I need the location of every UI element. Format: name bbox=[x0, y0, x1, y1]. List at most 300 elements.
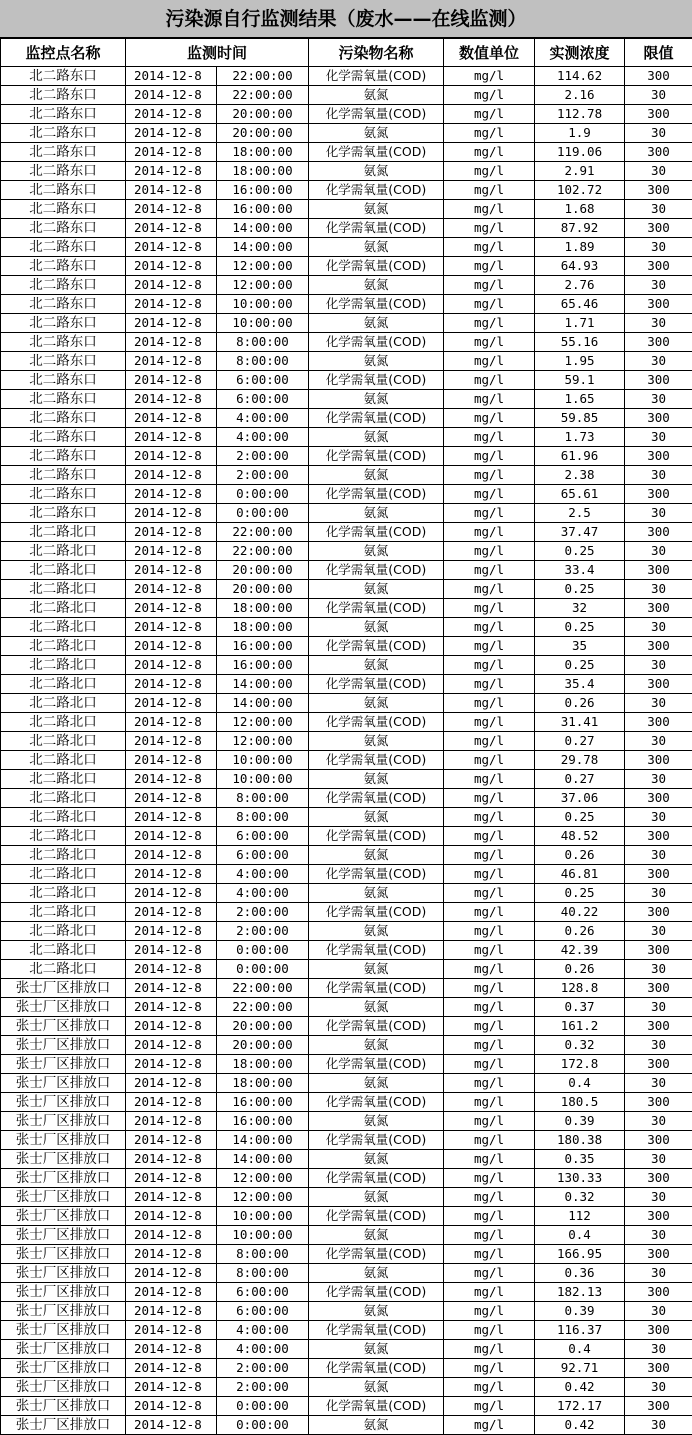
time-cell: 22:00:00 bbox=[217, 86, 309, 105]
date-cell: 2014-12-8 bbox=[126, 1302, 217, 1321]
date-cell: 2014-12-8 bbox=[126, 1359, 217, 1378]
value-cell: 0.39 bbox=[535, 1302, 625, 1321]
limit-cell: 300 bbox=[625, 1207, 692, 1226]
date-cell: 2014-12-8 bbox=[126, 865, 217, 884]
value-cell: 0.4 bbox=[535, 1340, 625, 1359]
table-row bbox=[1, 1131, 692, 1150]
pollutant-cell: 化学需氧量(COD) bbox=[309, 143, 444, 162]
header-value: 实测浓度 bbox=[535, 39, 625, 67]
table-row bbox=[1, 656, 692, 675]
time-cell: 14:00:00 bbox=[217, 1150, 309, 1169]
date-cell: 2014-12-8 bbox=[126, 504, 217, 523]
site-cell: 北二路北口 bbox=[1, 713, 126, 732]
date-cell: 2014-12-8 bbox=[126, 86, 217, 105]
unit-cell: mg/l bbox=[444, 846, 535, 865]
site-cell: 张士厂区排放口 bbox=[1, 979, 126, 998]
value-cell: 2.38 bbox=[535, 466, 625, 485]
pollutant-cell: 氨氮 bbox=[309, 200, 444, 219]
table-row bbox=[1, 998, 692, 1017]
site-cell: 张士厂区排放口 bbox=[1, 1321, 126, 1340]
date-cell: 2014-12-8 bbox=[126, 599, 217, 618]
limit-cell: 30 bbox=[625, 1112, 692, 1131]
date-cell: 2014-12-8 bbox=[126, 1321, 217, 1340]
value-cell: 128.8 bbox=[535, 979, 625, 998]
table-row bbox=[1, 1017, 692, 1036]
value-cell: 2.76 bbox=[535, 276, 625, 295]
time-cell: 2:00:00 bbox=[217, 1378, 309, 1397]
time-cell: 14:00:00 bbox=[217, 1131, 309, 1150]
table-row bbox=[1, 542, 692, 561]
pollutant-cell: 氨氮 bbox=[309, 1036, 444, 1055]
date-cell: 2014-12-8 bbox=[126, 656, 217, 675]
pollutant-cell: 氨氮 bbox=[309, 1150, 444, 1169]
table-row bbox=[1, 257, 692, 276]
unit-cell: mg/l bbox=[444, 732, 535, 751]
limit-cell: 30 bbox=[625, 124, 692, 143]
unit-cell: mg/l bbox=[444, 884, 535, 903]
unit-cell: mg/l bbox=[444, 827, 535, 846]
page-title: 污染源自行监测结果（废水——在线监测） bbox=[0, 0, 692, 38]
site-cell: 北二路东口 bbox=[1, 485, 126, 504]
unit-cell: mg/l bbox=[444, 561, 535, 580]
value-cell: 37.47 bbox=[535, 523, 625, 542]
date-cell: 2014-12-8 bbox=[126, 276, 217, 295]
value-cell: 65.46 bbox=[535, 295, 625, 314]
unit-cell: mg/l bbox=[444, 1093, 535, 1112]
date-cell: 2014-12-8 bbox=[126, 105, 217, 124]
pollutant-cell: 氨氮 bbox=[309, 808, 444, 827]
limit-cell: 300 bbox=[625, 599, 692, 618]
pollutant-cell: 化学需氧量(COD) bbox=[309, 561, 444, 580]
pollutant-cell: 化学需氧量(COD) bbox=[309, 67, 444, 86]
pollutant-cell: 化学需氧量(COD) bbox=[309, 1245, 444, 1264]
unit-cell: mg/l bbox=[444, 1359, 535, 1378]
value-cell: 172.17 bbox=[535, 1397, 625, 1416]
site-cell: 北二路北口 bbox=[1, 542, 126, 561]
unit-cell: mg/l bbox=[444, 1055, 535, 1074]
unit-cell: mg/l bbox=[444, 1036, 535, 1055]
date-cell: 2014-12-8 bbox=[126, 181, 217, 200]
date-cell: 2014-12-8 bbox=[126, 1093, 217, 1112]
unit-cell: mg/l bbox=[444, 352, 535, 371]
site-cell: 张士厂区排放口 bbox=[1, 1302, 126, 1321]
time-cell: 22:00:00 bbox=[217, 998, 309, 1017]
value-cell: 29.78 bbox=[535, 751, 625, 770]
time-cell: 12:00:00 bbox=[217, 257, 309, 276]
date-cell: 2014-12-8 bbox=[126, 1036, 217, 1055]
unit-cell: mg/l bbox=[444, 1017, 535, 1036]
table-row bbox=[1, 276, 692, 295]
table-body bbox=[1, 67, 692, 1435]
pollutant-cell: 氨氮 bbox=[309, 1340, 444, 1359]
pollutant-cell: 化学需氧量(COD) bbox=[309, 865, 444, 884]
value-cell: 0.25 bbox=[535, 656, 625, 675]
pollutant-cell: 化学需氧量(COD) bbox=[309, 523, 444, 542]
value-cell: 37.06 bbox=[535, 789, 625, 808]
date-cell: 2014-12-8 bbox=[126, 618, 217, 637]
limit-cell: 300 bbox=[625, 181, 692, 200]
limit-cell: 30 bbox=[625, 998, 692, 1017]
limit-cell: 30 bbox=[625, 1340, 692, 1359]
site-cell: 北二路东口 bbox=[1, 466, 126, 485]
time-cell: 14:00:00 bbox=[217, 694, 309, 713]
site-cell: 张士厂区排放口 bbox=[1, 1131, 126, 1150]
value-cell: 35 bbox=[535, 637, 625, 656]
unit-cell: mg/l bbox=[444, 580, 535, 599]
unit-cell: mg/l bbox=[444, 1397, 535, 1416]
value-cell: 55.16 bbox=[535, 333, 625, 352]
table-row bbox=[1, 1397, 692, 1416]
table-row bbox=[1, 1245, 692, 1264]
pollutant-cell: 化学需氧量(COD) bbox=[309, 1283, 444, 1302]
unit-cell: mg/l bbox=[444, 618, 535, 637]
site-cell: 北二路东口 bbox=[1, 295, 126, 314]
value-cell: 1.73 bbox=[535, 428, 625, 447]
site-cell: 张士厂区排放口 bbox=[1, 1378, 126, 1397]
time-cell: 2:00:00 bbox=[217, 922, 309, 941]
value-cell: 180.38 bbox=[535, 1131, 625, 1150]
time-cell: 6:00:00 bbox=[217, 827, 309, 846]
time-cell: 6:00:00 bbox=[217, 1302, 309, 1321]
pollutant-cell: 化学需氧量(COD) bbox=[309, 827, 444, 846]
time-cell: 20:00:00 bbox=[217, 1017, 309, 1036]
table-row bbox=[1, 181, 692, 200]
date-cell: 2014-12-8 bbox=[126, 808, 217, 827]
value-cell: 0.25 bbox=[535, 808, 625, 827]
value-cell: 116.37 bbox=[535, 1321, 625, 1340]
time-cell: 20:00:00 bbox=[217, 580, 309, 599]
table-row bbox=[1, 732, 692, 751]
time-cell: 10:00:00 bbox=[217, 1226, 309, 1245]
unit-cell: mg/l bbox=[444, 409, 535, 428]
table-row bbox=[1, 238, 692, 257]
pollutant-cell: 化学需氧量(COD) bbox=[309, 105, 444, 124]
limit-cell: 30 bbox=[625, 504, 692, 523]
pollutant-cell: 氨氮 bbox=[309, 390, 444, 409]
pollutant-cell: 氨氮 bbox=[309, 124, 444, 143]
site-cell: 北二路东口 bbox=[1, 409, 126, 428]
date-cell: 2014-12-8 bbox=[126, 941, 217, 960]
date-cell: 2014-12-8 bbox=[126, 371, 217, 390]
site-cell: 北二路北口 bbox=[1, 599, 126, 618]
unit-cell: mg/l bbox=[444, 694, 535, 713]
limit-cell: 30 bbox=[625, 200, 692, 219]
unit-cell: mg/l bbox=[444, 1150, 535, 1169]
site-cell: 北二路北口 bbox=[1, 770, 126, 789]
unit-cell: mg/l bbox=[444, 1131, 535, 1150]
time-cell: 16:00:00 bbox=[217, 637, 309, 656]
limit-cell: 30 bbox=[625, 808, 692, 827]
pollutant-cell: 化学需氧量(COD) bbox=[309, 333, 444, 352]
site-cell: 北二路东口 bbox=[1, 105, 126, 124]
table-row bbox=[1, 1093, 692, 1112]
table-row bbox=[1, 922, 692, 941]
table-row bbox=[1, 1169, 692, 1188]
date-cell: 2014-12-8 bbox=[126, 637, 217, 656]
unit-cell: mg/l bbox=[444, 1340, 535, 1359]
table-row bbox=[1, 580, 692, 599]
pollutant-cell: 化学需氧量(COD) bbox=[309, 1017, 444, 1036]
pollutant-cell: 氨氮 bbox=[309, 1074, 444, 1093]
site-cell: 北二路东口 bbox=[1, 371, 126, 390]
time-cell: 22:00:00 bbox=[217, 542, 309, 561]
value-cell: 112.78 bbox=[535, 105, 625, 124]
time-cell: 14:00:00 bbox=[217, 675, 309, 694]
site-cell: 北二路北口 bbox=[1, 865, 126, 884]
table-row bbox=[1, 979, 692, 998]
pollutant-cell: 化学需氧量(COD) bbox=[309, 1321, 444, 1340]
pollutant-cell: 化学需氧量(COD) bbox=[309, 1207, 444, 1226]
limit-cell: 30 bbox=[625, 656, 692, 675]
pollutant-cell: 化学需氧量(COD) bbox=[309, 979, 444, 998]
site-cell: 张士厂区排放口 bbox=[1, 1416, 126, 1435]
limit-cell: 300 bbox=[625, 1245, 692, 1264]
site-cell: 北二路东口 bbox=[1, 200, 126, 219]
site-cell: 张士厂区排放口 bbox=[1, 1397, 126, 1416]
table-row bbox=[1, 1321, 692, 1340]
table-row bbox=[1, 960, 692, 979]
pollutant-cell: 化学需氧量(COD) bbox=[309, 1093, 444, 1112]
time-cell: 6:00:00 bbox=[217, 390, 309, 409]
limit-cell: 30 bbox=[625, 1416, 692, 1435]
unit-cell: mg/l bbox=[444, 1378, 535, 1397]
table-row bbox=[1, 561, 692, 580]
unit-cell: mg/l bbox=[444, 1188, 535, 1207]
site-cell: 张士厂区排放口 bbox=[1, 1150, 126, 1169]
date-cell: 2014-12-8 bbox=[126, 1283, 217, 1302]
table-row bbox=[1, 143, 692, 162]
pollutant-cell: 化学需氧量(COD) bbox=[309, 257, 444, 276]
table-row bbox=[1, 124, 692, 143]
limit-cell: 300 bbox=[625, 713, 692, 732]
value-cell: 119.06 bbox=[535, 143, 625, 162]
time-cell: 18:00:00 bbox=[217, 618, 309, 637]
date-cell: 2014-12-8 bbox=[126, 789, 217, 808]
site-cell: 北二路东口 bbox=[1, 143, 126, 162]
site-cell: 北二路北口 bbox=[1, 694, 126, 713]
limit-cell: 30 bbox=[625, 884, 692, 903]
time-cell: 8:00:00 bbox=[217, 333, 309, 352]
time-cell: 8:00:00 bbox=[217, 1264, 309, 1283]
pollutant-cell: 化学需氧量(COD) bbox=[309, 675, 444, 694]
pollutant-cell: 化学需氧量(COD) bbox=[309, 903, 444, 922]
date-cell: 2014-12-8 bbox=[126, 1150, 217, 1169]
unit-cell: mg/l bbox=[444, 998, 535, 1017]
limit-cell: 30 bbox=[625, 428, 692, 447]
limit-cell: 300 bbox=[625, 219, 692, 238]
value-cell: 1.9 bbox=[535, 124, 625, 143]
unit-cell: mg/l bbox=[444, 1416, 535, 1435]
table-row bbox=[1, 941, 692, 960]
table-row bbox=[1, 409, 692, 428]
value-cell: 0.42 bbox=[535, 1378, 625, 1397]
date-cell: 2014-12-8 bbox=[126, 1131, 217, 1150]
value-cell: 1.71 bbox=[535, 314, 625, 333]
pollutant-cell: 氨氮 bbox=[309, 466, 444, 485]
table-row bbox=[1, 1283, 692, 1302]
limit-cell: 300 bbox=[625, 1397, 692, 1416]
date-cell: 2014-12-8 bbox=[126, 143, 217, 162]
time-cell: 2:00:00 bbox=[217, 447, 309, 466]
value-cell: 2.16 bbox=[535, 86, 625, 105]
table-row bbox=[1, 618, 692, 637]
date-cell: 2014-12-8 bbox=[126, 466, 217, 485]
unit-cell: mg/l bbox=[444, 637, 535, 656]
limit-cell: 30 bbox=[625, 732, 692, 751]
unit-cell: mg/l bbox=[444, 447, 535, 466]
pollutant-cell: 氨氮 bbox=[309, 1302, 444, 1321]
date-cell: 2014-12-8 bbox=[126, 561, 217, 580]
value-cell: 64.93 bbox=[535, 257, 625, 276]
site-cell: 北二路北口 bbox=[1, 922, 126, 941]
site-cell: 北二路东口 bbox=[1, 276, 126, 295]
site-cell: 北二路东口 bbox=[1, 124, 126, 143]
date-cell: 2014-12-8 bbox=[126, 922, 217, 941]
site-cell: 张士厂区排放口 bbox=[1, 1264, 126, 1283]
table-row bbox=[1, 466, 692, 485]
unit-cell: mg/l bbox=[444, 67, 535, 86]
pollutant-cell: 氨氮 bbox=[309, 580, 444, 599]
site-cell: 北二路东口 bbox=[1, 447, 126, 466]
table-row bbox=[1, 1416, 692, 1435]
value-cell: 0.4 bbox=[535, 1226, 625, 1245]
site-cell: 北二路东口 bbox=[1, 333, 126, 352]
time-cell: 0:00:00 bbox=[217, 1416, 309, 1435]
site-cell: 北二路东口 bbox=[1, 257, 126, 276]
limit-cell: 300 bbox=[625, 637, 692, 656]
unit-cell: mg/l bbox=[444, 1302, 535, 1321]
limit-cell: 300 bbox=[625, 485, 692, 504]
table-row bbox=[1, 1207, 692, 1226]
time-cell: 16:00:00 bbox=[217, 200, 309, 219]
pollutant-cell: 氨氮 bbox=[309, 732, 444, 751]
site-cell: 北二路东口 bbox=[1, 428, 126, 447]
site-cell: 北二路东口 bbox=[1, 219, 126, 238]
unit-cell: mg/l bbox=[444, 542, 535, 561]
pollutant-cell: 氨氮 bbox=[309, 1264, 444, 1283]
time-cell: 18:00:00 bbox=[217, 162, 309, 181]
date-cell: 2014-12-8 bbox=[126, 219, 217, 238]
pollutant-cell: 氨氮 bbox=[309, 542, 444, 561]
limit-cell: 30 bbox=[625, 1150, 692, 1169]
site-cell: 北二路北口 bbox=[1, 580, 126, 599]
pollutant-cell: 氨氮 bbox=[309, 618, 444, 637]
table-row bbox=[1, 1378, 692, 1397]
pollutant-cell: 化学需氧量(COD) bbox=[309, 1359, 444, 1378]
pollutant-cell: 氨氮 bbox=[309, 504, 444, 523]
limit-cell: 300 bbox=[625, 371, 692, 390]
site-cell: 北二路东口 bbox=[1, 67, 126, 86]
limit-cell: 300 bbox=[625, 751, 692, 770]
value-cell: 0.39 bbox=[535, 1112, 625, 1131]
time-cell: 6:00:00 bbox=[217, 1283, 309, 1302]
limit-cell: 30 bbox=[625, 466, 692, 485]
unit-cell: mg/l bbox=[444, 1264, 535, 1283]
table-row bbox=[1, 808, 692, 827]
limit-cell: 30 bbox=[625, 694, 692, 713]
table-row bbox=[1, 1055, 692, 1074]
date-cell: 2014-12-8 bbox=[126, 580, 217, 599]
date-cell: 2014-12-8 bbox=[126, 1416, 217, 1435]
site-cell: 张士厂区排放口 bbox=[1, 1226, 126, 1245]
pollutant-cell: 氨氮 bbox=[309, 1378, 444, 1397]
limit-cell: 300 bbox=[625, 143, 692, 162]
time-cell: 8:00:00 bbox=[217, 789, 309, 808]
time-cell: 0:00:00 bbox=[217, 941, 309, 960]
site-cell: 北二路东口 bbox=[1, 352, 126, 371]
pollutant-cell: 氨氮 bbox=[309, 276, 444, 295]
pollutant-cell: 化学需氧量(COD) bbox=[309, 713, 444, 732]
limit-cell: 30 bbox=[625, 314, 692, 333]
limit-cell: 300 bbox=[625, 1017, 692, 1036]
pollutant-cell: 氨氮 bbox=[309, 960, 444, 979]
time-cell: 22:00:00 bbox=[217, 523, 309, 542]
pollutant-cell: 化学需氧量(COD) bbox=[309, 219, 444, 238]
pollutant-cell: 氨氮 bbox=[309, 86, 444, 105]
table-header-row bbox=[1, 39, 692, 67]
limit-cell: 300 bbox=[625, 789, 692, 808]
site-cell: 北二路东口 bbox=[1, 162, 126, 181]
date-cell: 2014-12-8 bbox=[126, 960, 217, 979]
date-cell: 2014-12-8 bbox=[126, 1055, 217, 1074]
pollutant-cell: 氨氮 bbox=[309, 352, 444, 371]
limit-cell: 300 bbox=[625, 903, 692, 922]
unit-cell: mg/l bbox=[444, 770, 535, 789]
value-cell: 0.25 bbox=[535, 580, 625, 599]
date-cell: 2014-12-8 bbox=[126, 770, 217, 789]
unit-cell: mg/l bbox=[444, 941, 535, 960]
limit-cell: 30 bbox=[625, 238, 692, 257]
site-cell: 北二路北口 bbox=[1, 846, 126, 865]
date-cell: 2014-12-8 bbox=[126, 162, 217, 181]
table-row bbox=[1, 637, 692, 656]
value-cell: 61.96 bbox=[535, 447, 625, 466]
unit-cell: mg/l bbox=[444, 675, 535, 694]
unit-cell: mg/l bbox=[444, 257, 535, 276]
site-cell: 张士厂区排放口 bbox=[1, 1055, 126, 1074]
limit-cell: 300 bbox=[625, 561, 692, 580]
table-row bbox=[1, 219, 692, 238]
pollutant-cell: 氨氮 bbox=[309, 1226, 444, 1245]
value-cell: 2.5 bbox=[535, 504, 625, 523]
pollutant-cell: 氨氮 bbox=[309, 1416, 444, 1435]
pollutant-cell: 化学需氧量(COD) bbox=[309, 295, 444, 314]
limit-cell: 30 bbox=[625, 1226, 692, 1245]
time-cell: 16:00:00 bbox=[217, 656, 309, 675]
date-cell: 2014-12-8 bbox=[126, 903, 217, 922]
time-cell: 12:00:00 bbox=[217, 713, 309, 732]
time-cell: 18:00:00 bbox=[217, 143, 309, 162]
site-cell: 北二路北口 bbox=[1, 827, 126, 846]
unit-cell: mg/l bbox=[444, 276, 535, 295]
pollutant-cell: 化学需氧量(COD) bbox=[309, 485, 444, 504]
unit-cell: mg/l bbox=[444, 656, 535, 675]
site-cell: 张士厂区排放口 bbox=[1, 1017, 126, 1036]
site-cell: 北二路北口 bbox=[1, 523, 126, 542]
table-row bbox=[1, 1302, 692, 1321]
pollutant-cell: 氨氮 bbox=[309, 314, 444, 333]
value-cell: 33.4 bbox=[535, 561, 625, 580]
value-cell: 114.62 bbox=[535, 67, 625, 86]
pollutant-cell: 化学需氧量(COD) bbox=[309, 789, 444, 808]
header-site: 监控点名称 bbox=[1, 39, 126, 67]
unit-cell: mg/l bbox=[444, 599, 535, 618]
value-cell: 48.52 bbox=[535, 827, 625, 846]
site-cell: 张士厂区排放口 bbox=[1, 1207, 126, 1226]
value-cell: 31.41 bbox=[535, 713, 625, 732]
pollutant-cell: 化学需氧量(COD) bbox=[309, 941, 444, 960]
unit-cell: mg/l bbox=[444, 922, 535, 941]
